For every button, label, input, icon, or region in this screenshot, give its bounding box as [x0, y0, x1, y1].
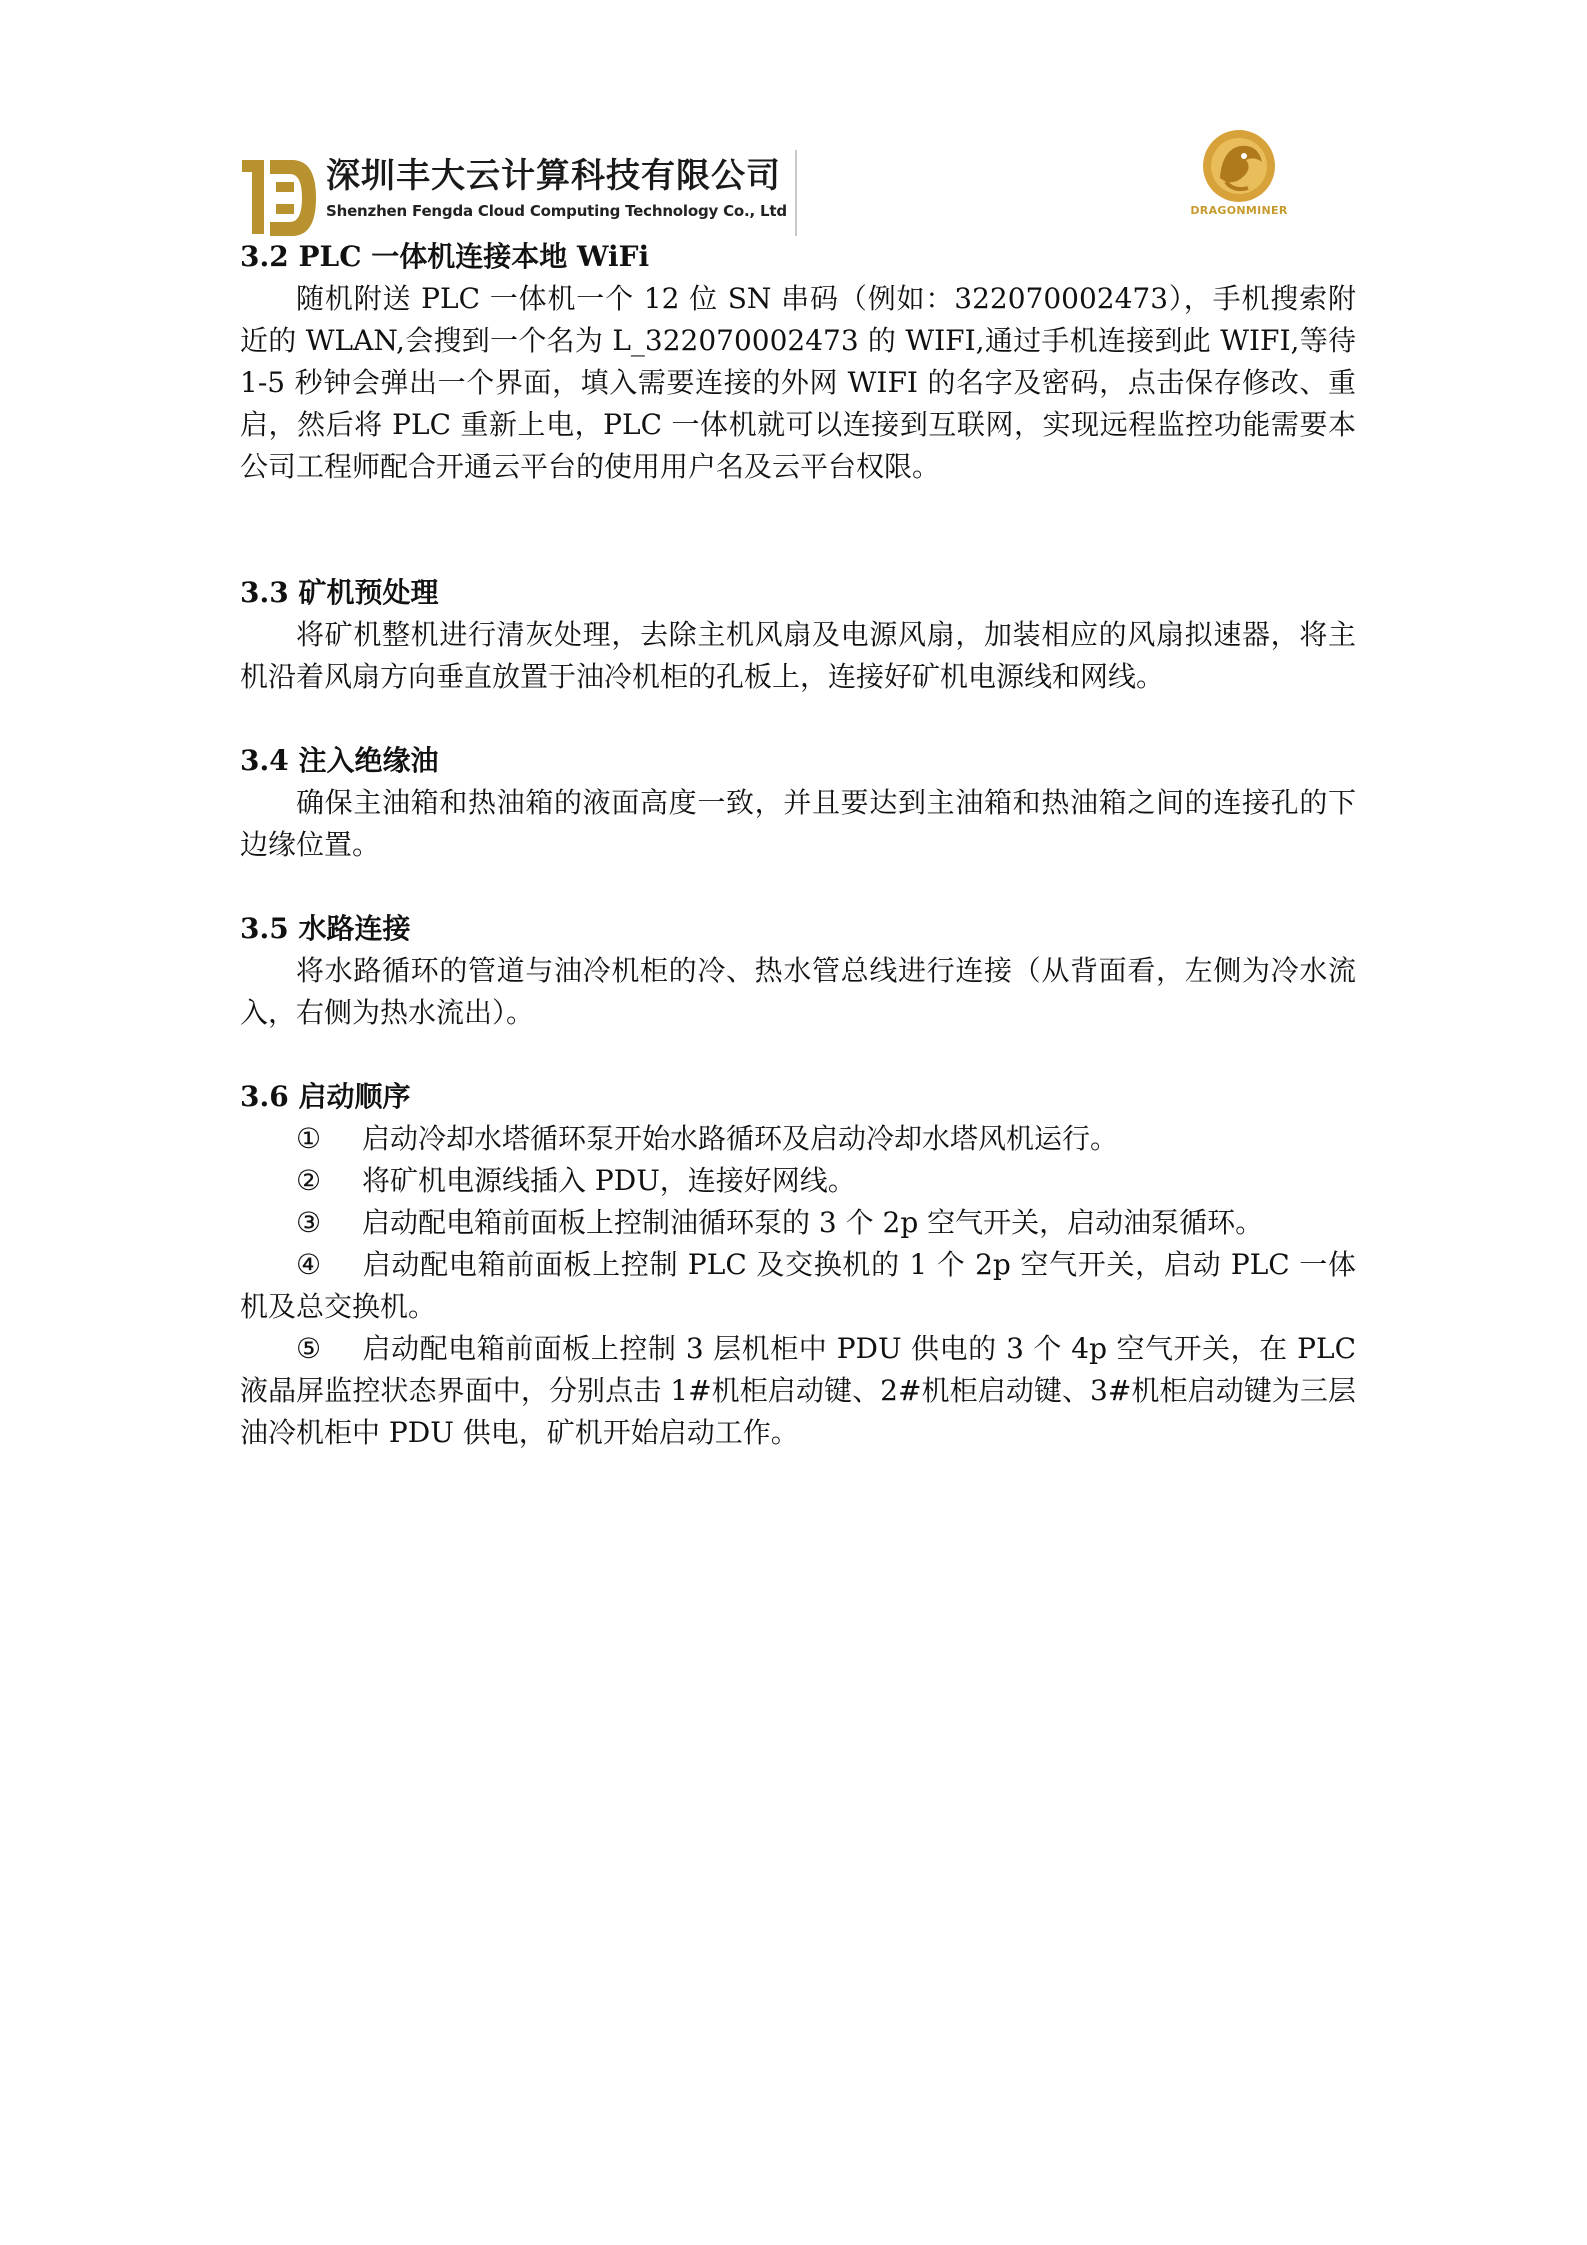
dragonminer-logo	[1182, 126, 1296, 226]
step-item	[240, 1244, 1356, 1328]
company-name-block	[326, 150, 797, 236]
step-number: ⑤	[296, 1332, 322, 1365]
section-heading: 3.5 水路连接	[240, 912, 411, 945]
section-3-3	[240, 572, 1356, 698]
company-logo	[240, 150, 797, 238]
section-3-2	[240, 236, 1356, 488]
section-heading: 3.6 启动顺序	[240, 1080, 411, 1113]
section-heading: 3.4 注入绝缘油	[240, 744, 439, 777]
step-item	[240, 1160, 1356, 1202]
step-item	[240, 1328, 1356, 1454]
step-number: ③	[296, 1206, 322, 1239]
section-3-4	[240, 740, 1356, 866]
step-text: 启动冷却水塔循环泵开始水路循环及启动冷却水塔风机运行。	[362, 1122, 1119, 1155]
step-number: ②	[296, 1164, 322, 1197]
company-name-en: Shenzhen Fengda Cloud Computing Technology Co., Ltd	[326, 202, 787, 220]
dragon-emblem-icon	[1182, 126, 1296, 206]
fengda-logo-icon	[240, 158, 318, 238]
step-item	[240, 1202, 1356, 1244]
step-item	[240, 1118, 1356, 1160]
step-number: ①	[296, 1122, 322, 1155]
step-text: 启动配电箱前面板上控制 3 层机柜中 PDU 供电的 3 个 4p 空气开关，在 PLC 液晶屏监控状态界面中，分别点击 1#机柜启动键、2#机柜启动键、3#机柜启动键为三层油冷机柜中 PDU 供电，矿机开始启动工作。	[240, 1332, 1356, 1449]
section-paragraph: 将矿机整机进行清灰处理，去除主机风扇及电源风扇，加装相应的风扇拟速器，将主机沿着风扇方向垂直放置于油冷机柜的孔板上，连接好矿机电源线和网线。	[240, 618, 1356, 693]
step-text: 启动配电箱前面板上控制 PLC 及交换机的 1 个 2p 空气开关，启动 PLC 一体机及总交换机。	[240, 1248, 1356, 1323]
company-name-cn: 深圳丰大云计算科技有限公司	[326, 156, 781, 196]
section-3-5	[240, 908, 1356, 1034]
section-3-6	[240, 1076, 1356, 1454]
document-body	[240, 236, 1356, 1454]
step-text: 将矿机电源线插入 PDU，连接好网线。	[362, 1164, 856, 1197]
brand-name: DRAGONMINER	[1190, 204, 1288, 217]
section-paragraph: 随机附送 PLC 一体机一个 12 位 SN 串码（例如：322070002473），手机搜索附近的 WLAN,会搜到一个名为 L_322070002473 的 WIFI,通过手机连接到此 WIFI,等待 1-5 秒钟会弹出一个界面，填入需要连接的外网 WIFI 的名字及密码，点击保存修改、重启，然后将 PLC 重新上电，PLC 一体机就可以连接到互联网，实现远程监控功能需要本公司工程师配合开通云平台的使用用户名及云平台权限。	[240, 282, 1356, 483]
section-paragraph: 将水路循环的管道与油冷机柜的冷、热水管总线进行连接（从背面看，左侧为冷水流入，右侧为热水流出）。	[240, 954, 1356, 1029]
section-heading: 3.3 矿机预处理	[240, 576, 439, 609]
section-heading: 3.2 PLC 一体机连接本地 WiFi	[240, 240, 650, 273]
section-paragraph: 确保主油箱和热油箱的液面高度一致，并且要达到主油箱和热油箱之间的连接孔的下边缘位置。	[240, 786, 1356, 861]
page-header	[0, 0, 1587, 240]
step-number: ④	[296, 1248, 322, 1281]
step-text: 启动配电箱前面板上控制油循环泵的 3 个 2p 空气开关，启动油泵循环。	[362, 1206, 1264, 1239]
